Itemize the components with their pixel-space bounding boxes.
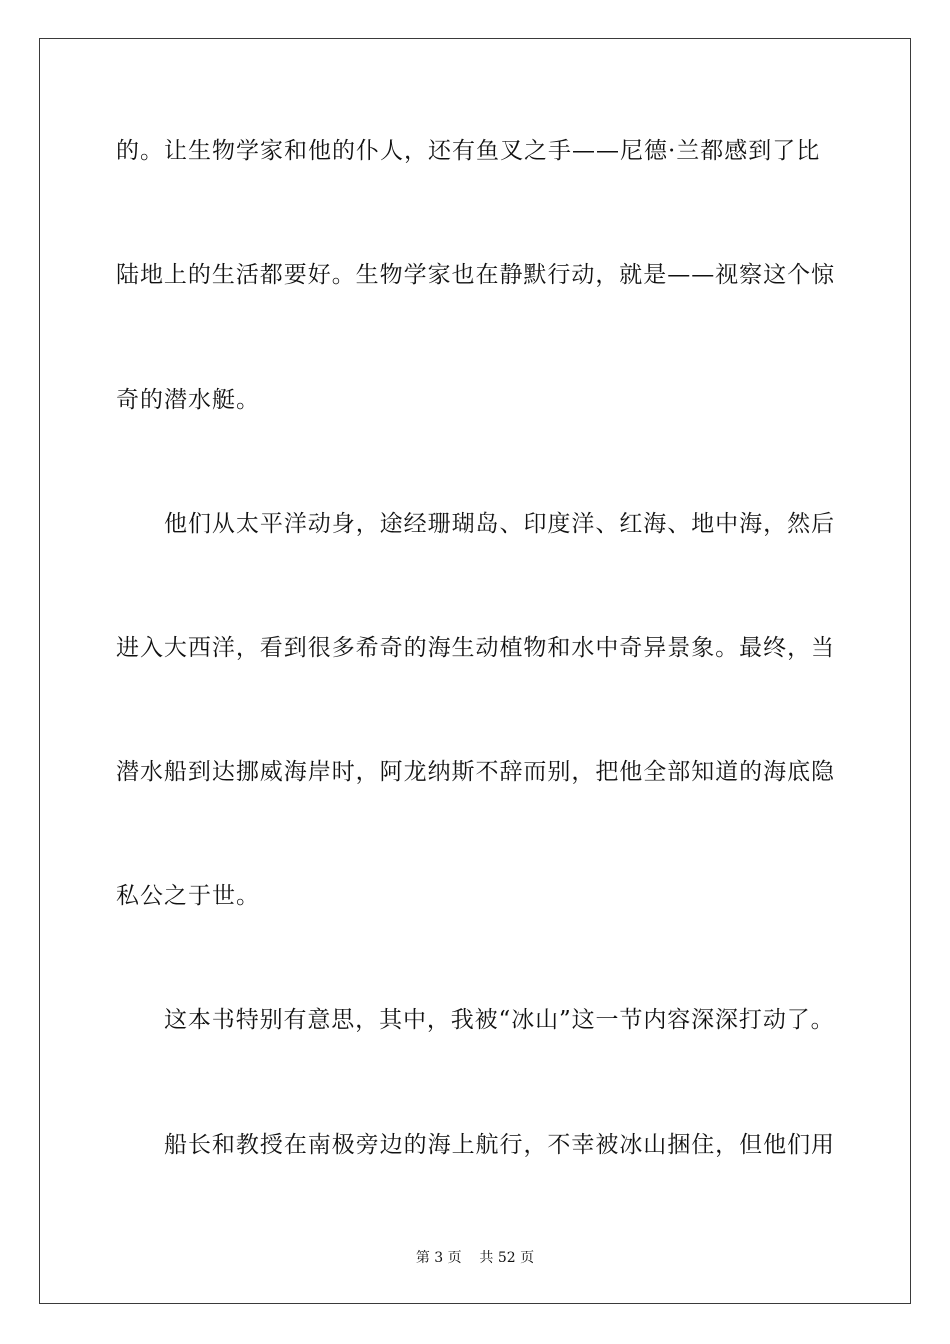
paragraph-line: 船长和教授在南极旁边的海上航行，不幸被冰山捆住，但他们用 bbox=[164, 1132, 835, 1158]
paragraph-line: 陆地上的生活都要好。生物学家也在静默行动，就是——视察这个惊 bbox=[116, 262, 835, 288]
paragraph-line: 潜水船到达挪威海岸时，阿龙纳斯不辞而别，把他全部知道的海底隐 bbox=[116, 759, 835, 785]
page-number-footer: 第 3 页 共 52 页 bbox=[415, 1250, 535, 1266]
paragraph-line: 进入大西洋，看到很多希奇的海生动植物和水中奇异景象。最终，当 bbox=[116, 635, 835, 661]
page-border bbox=[39, 38, 911, 1304]
paragraph-line: 的。让生物学家和他的仆人，还有鱼叉之手——尼德·兰都感到了比 bbox=[116, 138, 821, 164]
paragraph-line: 奇的潜水艇。 bbox=[116, 387, 260, 413]
paragraph-line: 这本书特别有意思，其中，我被“冰山”这一节内容深深打动了。 bbox=[164, 1007, 835, 1033]
paragraph-line: 私公之于世。 bbox=[116, 883, 260, 909]
paragraph-line: 他们从太平洋动身，途经珊瑚岛、印度洋、红海、地中海，然后 bbox=[164, 511, 835, 537]
